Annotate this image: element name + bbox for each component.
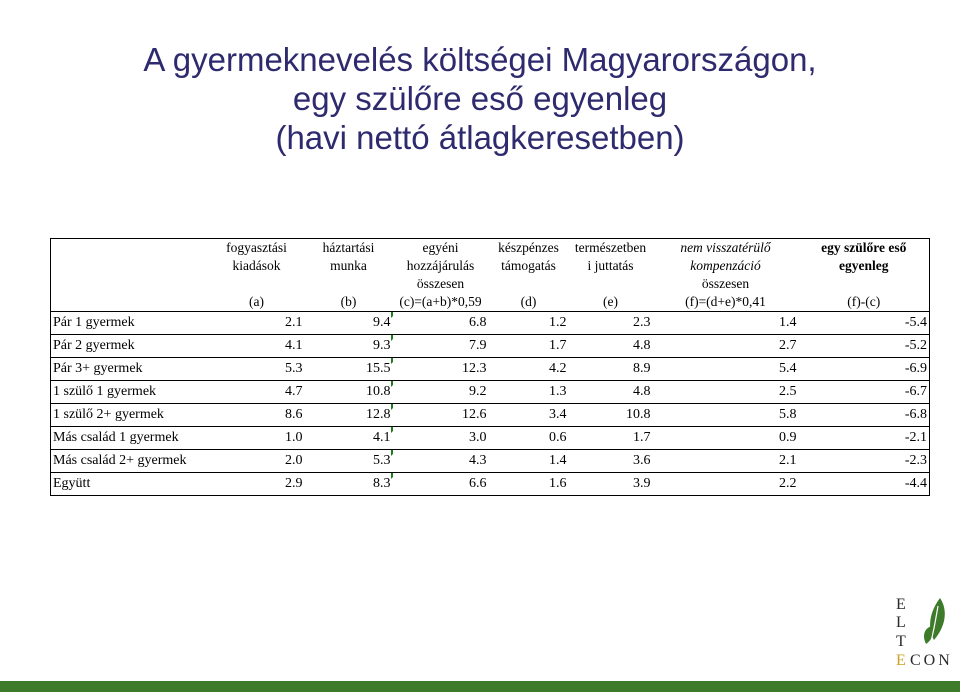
header-col-a xyxy=(209,239,305,294)
cell-balance: -5.2 xyxy=(799,335,930,358)
cell-c: 6.8 xyxy=(393,312,489,335)
table-row xyxy=(51,312,930,335)
formula-f: (f)=(d+e)*0,41 xyxy=(653,293,799,312)
cell-e: 4.8 xyxy=(569,335,653,358)
row-label: Pár 2 gyermek xyxy=(51,335,209,358)
cell-c: 12.6 xyxy=(393,404,489,427)
table-row xyxy=(51,404,930,427)
cell-e: 3.9 xyxy=(569,473,653,496)
cell-f: 0.9 xyxy=(653,427,799,450)
table-row xyxy=(51,358,930,381)
logo-letter-t: T xyxy=(896,633,906,650)
cell-d: 3.4 xyxy=(489,404,569,427)
cell-b: 10.8 xyxy=(305,381,393,404)
cell-f: 2.1 xyxy=(653,450,799,473)
logo-con: CON xyxy=(910,652,953,669)
cell-c: 9.2 xyxy=(393,381,489,404)
cell-a: 2.9 xyxy=(209,473,305,496)
row-label: Együtt xyxy=(51,473,209,496)
table-row xyxy=(51,381,930,404)
cell-c: 12.3 xyxy=(393,358,489,381)
cell-c: 6.6 xyxy=(393,473,489,496)
row-label: 1 szülő 1 gyermek xyxy=(51,381,209,404)
header-text: egyéni xyxy=(422,240,459,255)
eltecon-logo xyxy=(894,596,956,674)
cell-a: 4.7 xyxy=(209,381,305,404)
cell-e: 2.3 xyxy=(569,312,653,335)
header-text: kiadások xyxy=(232,258,281,273)
formula-balance: (f)-(c) xyxy=(799,293,930,312)
formula-empty xyxy=(51,293,209,312)
table-row xyxy=(51,427,930,450)
header-empty-cell xyxy=(51,239,209,294)
cell-balance: -5.4 xyxy=(799,312,930,335)
cell-c: 4.3 xyxy=(393,450,489,473)
table-row xyxy=(51,473,930,496)
header-text: munka xyxy=(330,258,367,273)
cell-f: 2.2 xyxy=(653,473,799,496)
formula-b: (b) xyxy=(305,293,393,312)
cell-c: 3.0 xyxy=(393,427,489,450)
header-col-d xyxy=(489,239,569,294)
cell-e: 8.9 xyxy=(569,358,653,381)
cell-f: 5.4 xyxy=(653,358,799,381)
row-label: Más család 2+ gyermek xyxy=(51,450,209,473)
row-label: Más család 1 gyermek xyxy=(51,427,209,450)
cell-d: 0.6 xyxy=(489,427,569,450)
cell-b: 5.3 xyxy=(305,450,393,473)
header-text: egy szülőre eső xyxy=(821,240,907,255)
cell-e: 1.7 xyxy=(569,427,653,450)
slide-title xyxy=(0,40,960,157)
cell-e: 10.8 xyxy=(569,404,653,427)
header-row xyxy=(51,239,930,294)
cell-e: 4.8 xyxy=(569,381,653,404)
header-col-e xyxy=(569,239,653,294)
cell-d: 1.2 xyxy=(489,312,569,335)
cell-b: 12.8 xyxy=(305,404,393,427)
cell-balance: -2.3 xyxy=(799,450,930,473)
header-col-c xyxy=(393,239,489,294)
cell-balance: -6.9 xyxy=(799,358,930,381)
cell-a: 4.1 xyxy=(209,335,305,358)
formula-a: (a) xyxy=(209,293,305,312)
formula-c: (c)=(a+b)*0,59 xyxy=(393,293,489,312)
cell-b: 8.3 xyxy=(305,473,393,496)
cell-b: 9.3 xyxy=(305,335,393,358)
cell-a: 8.6 xyxy=(209,404,305,427)
cell-e: 3.6 xyxy=(569,450,653,473)
header-text: támogatás xyxy=(501,258,556,273)
header-text: készpénzes xyxy=(498,240,559,255)
cell-b: 4.1 xyxy=(305,427,393,450)
cell-d: 4.2 xyxy=(489,358,569,381)
cell-d: 1.4 xyxy=(489,450,569,473)
title-line-3: (havi nettó átlagkeresetben) xyxy=(275,119,685,156)
cell-f: 2.5 xyxy=(653,381,799,404)
cell-d: 1.6 xyxy=(489,473,569,496)
cost-table xyxy=(50,238,930,496)
cell-balance: -6.8 xyxy=(799,404,930,427)
cell-a: 5.3 xyxy=(209,358,305,381)
cell-b: 15.5 xyxy=(305,358,393,381)
table-row xyxy=(51,450,930,473)
cell-balance: -4.4 xyxy=(799,473,930,496)
cell-d: 1.3 xyxy=(489,381,569,404)
title-line-2: egy szülőre eső egyenleg xyxy=(292,80,668,117)
header-col-balance xyxy=(799,239,930,294)
header-col-f xyxy=(653,239,799,294)
logo-letter-econ-e: E xyxy=(896,652,906,669)
logo-letter-e: E xyxy=(896,596,906,613)
cell-b: 9.4 xyxy=(305,312,393,335)
cell-a: 2.0 xyxy=(209,450,305,473)
header-text: egyenleg xyxy=(839,258,889,273)
cell-f: 2.7 xyxy=(653,335,799,358)
header-col-b xyxy=(305,239,393,294)
cell-d: 1.7 xyxy=(489,335,569,358)
cell-f: 1.4 xyxy=(653,312,799,335)
cell-balance: -2.1 xyxy=(799,427,930,450)
leaf-icon xyxy=(920,596,948,648)
cell-a: 1.0 xyxy=(209,427,305,450)
header-text: fogyasztási xyxy=(226,240,287,255)
header-text: természetben xyxy=(574,240,647,255)
header-text: i juttatás xyxy=(587,258,634,273)
cell-c: 7.9 xyxy=(393,335,489,358)
footer-bar xyxy=(0,681,960,692)
row-label: 1 szülő 2+ gyermek xyxy=(51,404,209,427)
logo-letter-l: L xyxy=(896,614,906,631)
header-text: összesen xyxy=(416,276,465,291)
cell-f: 5.8 xyxy=(653,404,799,427)
formula-d: (d) xyxy=(489,293,569,312)
cell-balance: -6.7 xyxy=(799,381,930,404)
header-text: nem visszatérülő xyxy=(680,240,771,255)
row-label: Pár 3+ gyermek xyxy=(51,358,209,381)
row-label: Pár 1 gyermek xyxy=(51,312,209,335)
header-text: kompenzáció xyxy=(690,258,761,273)
header-text: háztartási xyxy=(322,240,375,255)
formula-row xyxy=(51,293,930,312)
header-text: összesen xyxy=(701,276,750,291)
header-text: hozzájárulás xyxy=(406,258,475,273)
title-line-1: A gyermeknevelés költségei Magyarországon, xyxy=(143,41,817,78)
table-row xyxy=(51,335,930,358)
formula-e: (e) xyxy=(569,293,653,312)
cell-a: 2.1 xyxy=(209,312,305,335)
